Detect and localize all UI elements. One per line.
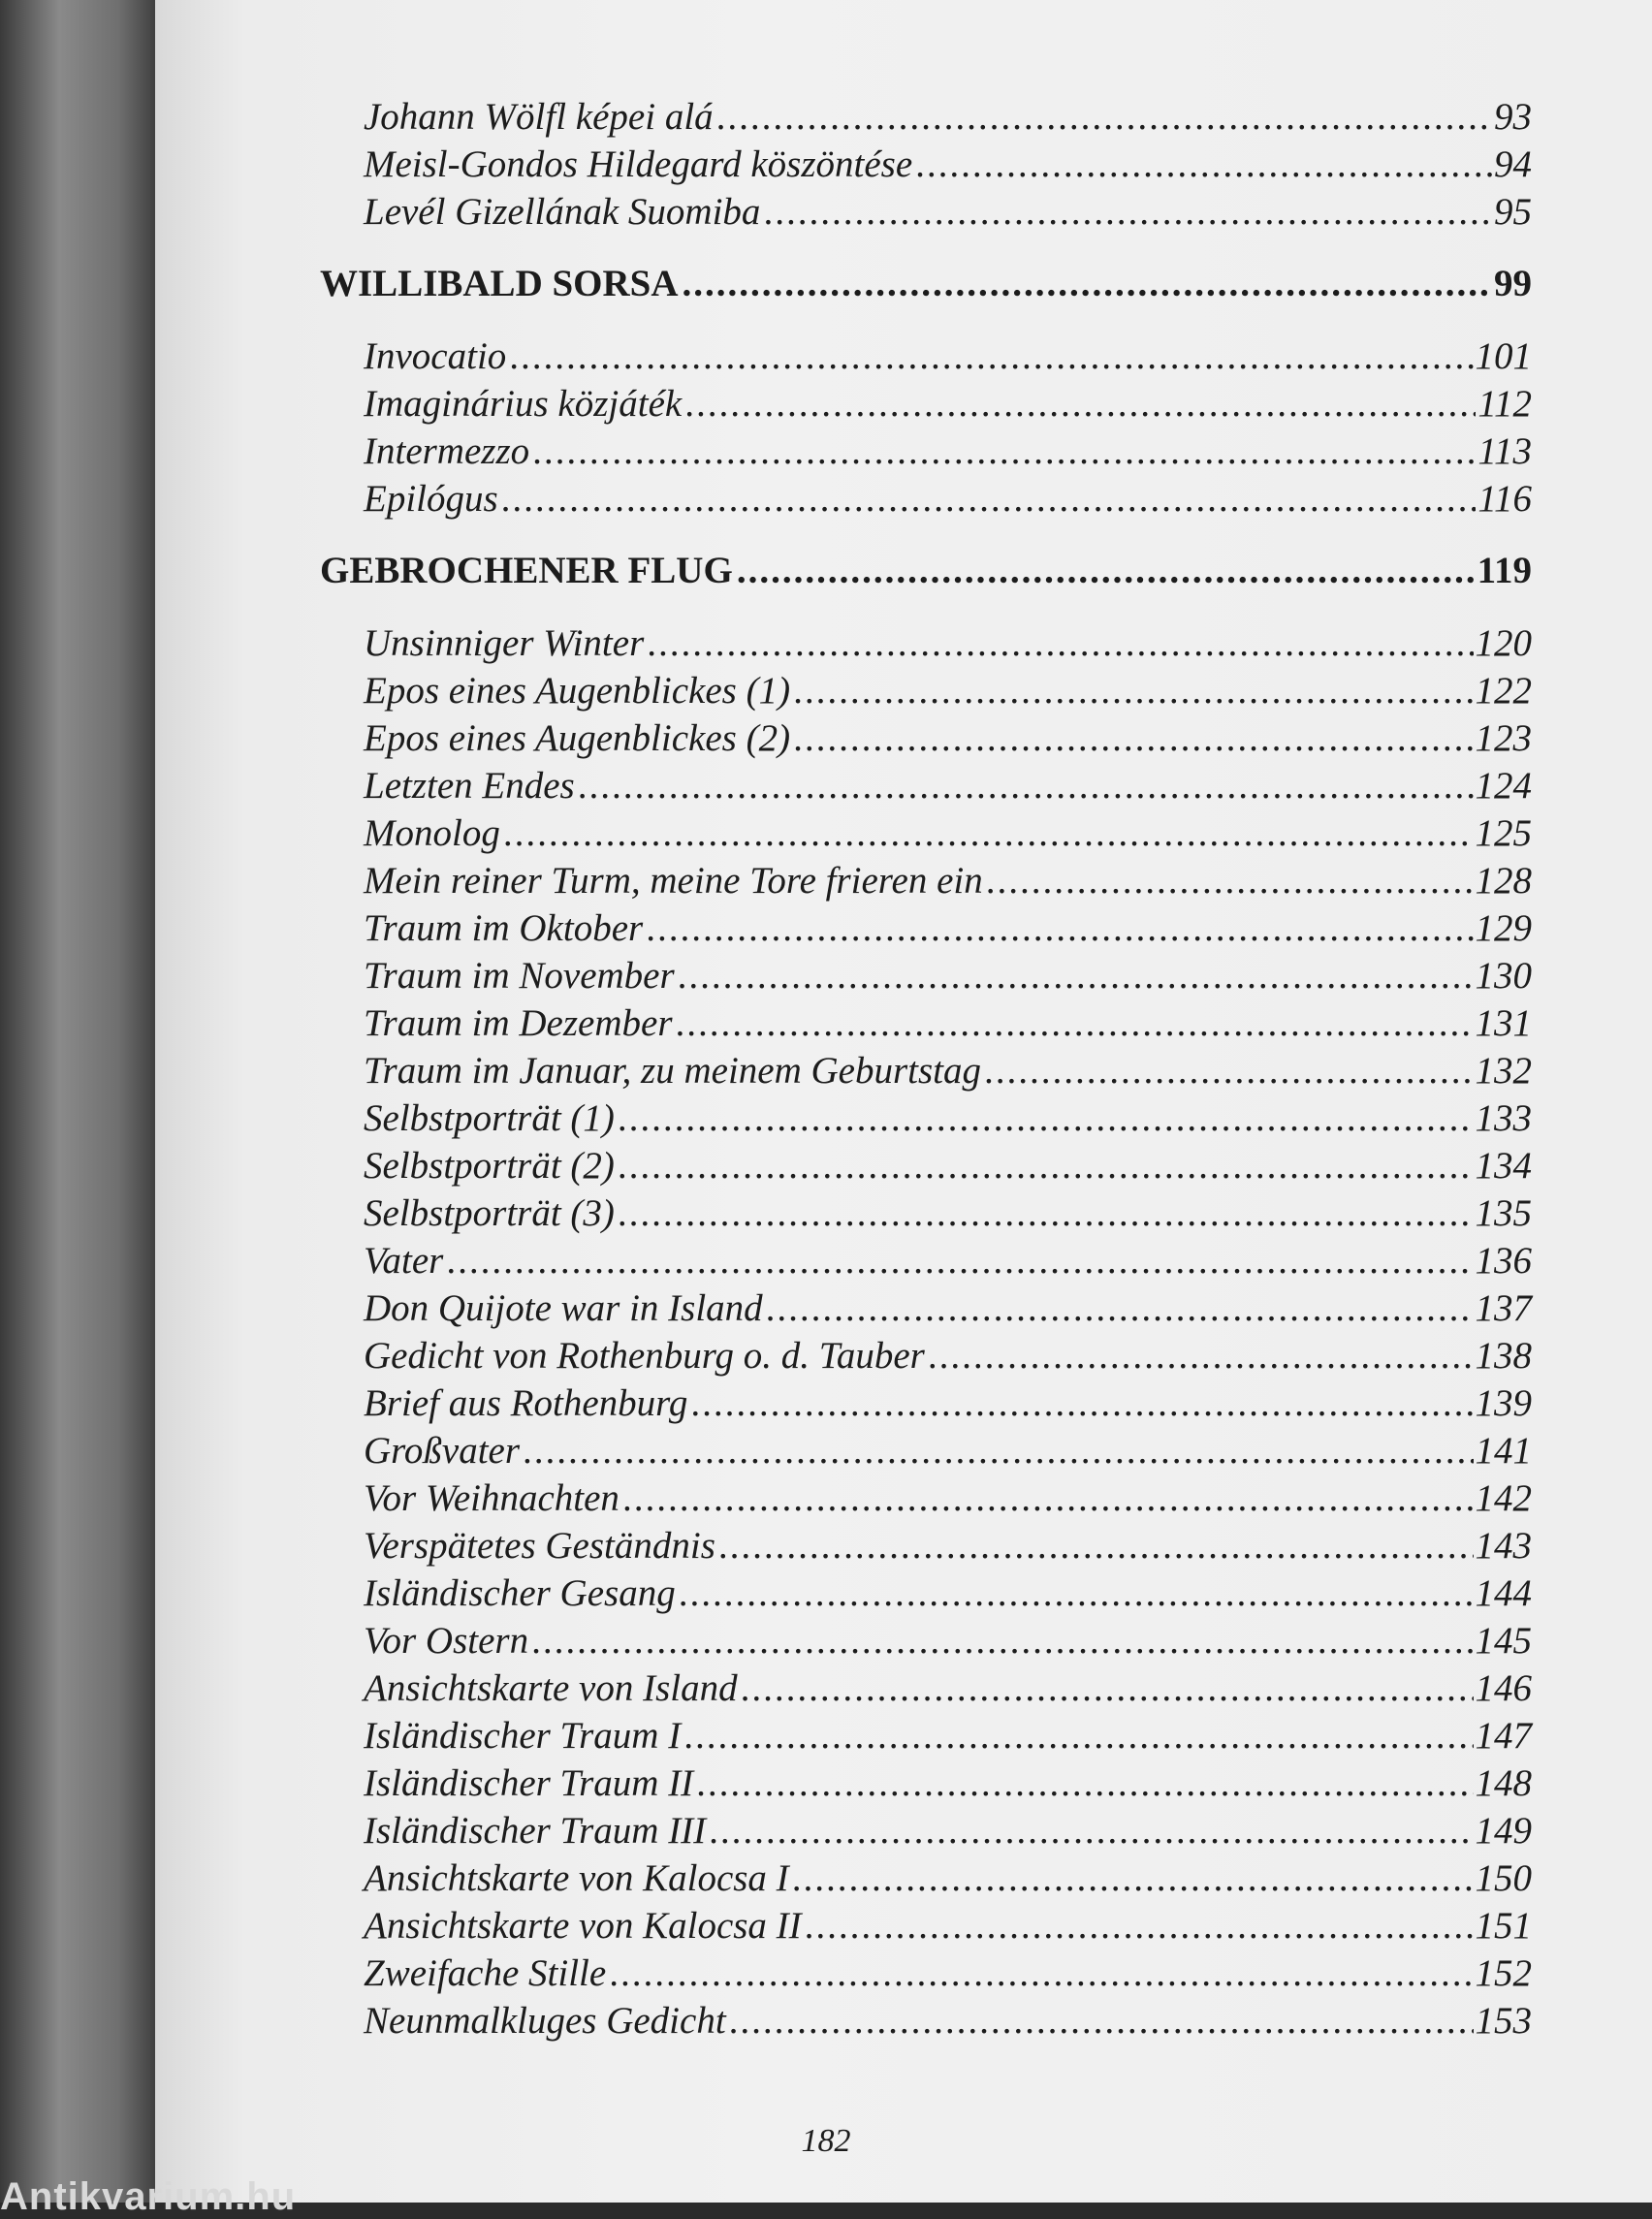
- toc-entry-row: [175, 477, 1532, 524]
- page-reference: 94: [1494, 143, 1532, 185]
- dot-leader: [697, 1761, 1473, 1805]
- dot-leader: [742, 1666, 1474, 1710]
- dot-leader: [806, 1904, 1474, 1948]
- toc-entry-row: [175, 1619, 1532, 1666]
- dot-leader: [916, 143, 1492, 186]
- dot-leader: [648, 621, 1473, 665]
- entry-title: Isländischer Traum I: [364, 1715, 682, 1757]
- toc-entry-row: [175, 1334, 1532, 1381]
- dot-leader: [691, 1381, 1473, 1425]
- toc-entry-row: [175, 906, 1532, 954]
- entry-title: Meisl-Gondos Hildegard köszöntése: [364, 143, 913, 185]
- page-reference: 99: [1494, 263, 1532, 304]
- dot-leader: [767, 1286, 1474, 1330]
- page-reference: 135: [1475, 1192, 1532, 1234]
- page-reference: 138: [1475, 1335, 1532, 1377]
- toc-entry-row: [175, 1144, 1532, 1191]
- entry-title: Levél Gizellának Suomiba: [364, 191, 761, 233]
- dot-leader: [677, 1001, 1474, 1045]
- page-reference: 112: [1477, 383, 1532, 425]
- page-reference: 153: [1475, 2000, 1532, 2042]
- page-reference: 113: [1477, 430, 1532, 472]
- entry-title: Ansichtskarte von Island: [364, 1667, 738, 1709]
- dot-leader: [684, 1714, 1473, 1758]
- toc-entry-row: [175, 95, 1532, 143]
- entry-title: Johann Wölfl képei alá: [364, 96, 714, 138]
- dot-leader: [987, 859, 1474, 903]
- dot-leader: [647, 906, 1473, 950]
- page-number: 182: [801, 2123, 851, 2159]
- toc-entry-row: [175, 1096, 1532, 1144]
- toc-entry-row: [175, 143, 1532, 190]
- entry-title: Großvater: [364, 1430, 521, 1472]
- table-of-contents: [175, 95, 1532, 2046]
- page-reference: 147: [1475, 1715, 1532, 1757]
- entry-title: Mein reiner Turm, meine Tore frieren ein: [364, 860, 983, 902]
- page-reference: 142: [1475, 1477, 1532, 1519]
- dot-leader: [737, 549, 1476, 592]
- entry-title: Traum im Januar, zu meinem Geburtstag: [364, 1050, 982, 1092]
- page-reference: 139: [1475, 1382, 1532, 1424]
- dot-leader: [619, 1144, 1474, 1188]
- toc-entry-row: [175, 1951, 1532, 1999]
- page-reference: 133: [1475, 1097, 1532, 1139]
- toc-entry-row: [175, 1191, 1532, 1239]
- toc-entry-row: [175, 334, 1532, 382]
- dot-leader: [685, 382, 1476, 426]
- toc-entry-row: [175, 1999, 1532, 2046]
- toc-entry-row: [175, 1714, 1532, 1761]
- entry-title: Selbstporträt (2): [364, 1145, 615, 1187]
- dot-leader: [579, 764, 1474, 808]
- page-reference: 93: [1494, 96, 1532, 138]
- dot-leader: [524, 1429, 1473, 1473]
- toc-entry-row: [175, 1571, 1532, 1619]
- entry-title: Traum im Oktober: [364, 907, 644, 949]
- toc-entry-row: [175, 190, 1532, 238]
- toc-entry-row: [175, 1761, 1532, 1809]
- page-reference: 125: [1475, 812, 1532, 854]
- dot-leader: [623, 1476, 1474, 1520]
- dot-leader: [683, 262, 1492, 305]
- toc-entry-row: [175, 1524, 1532, 1571]
- entry-title: Isländischer Gesang: [364, 1572, 676, 1614]
- entry-title: Neunmalkluges Gedicht: [364, 2000, 726, 2042]
- dot-leader: [610, 1951, 1473, 1995]
- toc-entry-row: [175, 1809, 1532, 1856]
- toc-entry-row: [175, 764, 1532, 811]
- dot-leader: [794, 669, 1473, 713]
- entry-title: Vor Ostern: [364, 1620, 529, 1662]
- entry-title: Selbstporträt (1): [364, 1097, 615, 1139]
- toc-entry-row: [175, 621, 1532, 669]
- page-reference: 152: [1475, 1952, 1532, 1994]
- toc-entry-row: [175, 382, 1532, 429]
- entry-title: Invocatio: [364, 335, 507, 377]
- entry-title: Intermezzo: [364, 430, 530, 472]
- toc-entry-row: [175, 1856, 1532, 1904]
- page-reference: 134: [1475, 1145, 1532, 1187]
- page-reference: 124: [1475, 765, 1532, 807]
- toc-entry-row: [175, 1049, 1532, 1096]
- dot-leader: [985, 1049, 1473, 1093]
- entry-title: Unsinniger Winter: [364, 622, 645, 664]
- dot-leader: [710, 1809, 1473, 1853]
- page-reference: 149: [1475, 1810, 1532, 1852]
- entry-title: Isländischer Traum II: [364, 1762, 694, 1804]
- page-reference: 101: [1475, 335, 1532, 377]
- page-reference: 141: [1475, 1430, 1532, 1472]
- toc-entry-row: [175, 1429, 1532, 1476]
- page-reference: 119: [1477, 550, 1532, 591]
- entry-title: Isländischer Traum III: [364, 1810, 707, 1852]
- page-reference: 150: [1475, 1857, 1532, 1899]
- dot-leader: [764, 190, 1492, 234]
- dot-leader: [502, 477, 1477, 521]
- toc-entry-row: [175, 1286, 1532, 1334]
- book-spine: [0, 0, 170, 2203]
- page-reference: 95: [1494, 191, 1532, 233]
- dot-leader: [510, 334, 1473, 378]
- page-reference: 145: [1475, 1620, 1532, 1662]
- toc-section-row: [175, 262, 1532, 310]
- entry-title: Don Quijote war in Island: [364, 1287, 763, 1329]
- page-reference: 128: [1475, 860, 1532, 902]
- page-reference: 120: [1475, 622, 1532, 664]
- toc-entry-row: [175, 716, 1532, 764]
- entry-title: Vor Weihnachten: [364, 1477, 620, 1519]
- dot-leader: [730, 1999, 1474, 2043]
- dot-leader: [679, 954, 1474, 998]
- page-reference: 116: [1477, 478, 1532, 520]
- dot-leader: [680, 1571, 1474, 1615]
- entry-title: Traum im Dezember: [364, 1002, 673, 1044]
- entry-title: Brief aus Rothenburg: [364, 1382, 688, 1424]
- entry-title: Letzten Endes: [364, 765, 575, 807]
- toc-entry-row: [175, 859, 1532, 906]
- entry-title: Epos eines Augenblickes (2): [364, 717, 791, 759]
- dot-leader: [532, 1619, 1473, 1663]
- entry-title: Epilógus: [364, 478, 498, 520]
- page-reference: 136: [1475, 1240, 1532, 1282]
- page-reference: 123: [1475, 717, 1532, 759]
- dot-leader: [793, 1856, 1474, 1900]
- toc-entry-row: [175, 1666, 1532, 1714]
- toc-section-row: [175, 549, 1532, 597]
- entry-title: Epos eines Augenblickes (1): [364, 670, 791, 712]
- page-reference: 143: [1475, 1525, 1532, 1567]
- dot-leader: [794, 716, 1473, 760]
- entry-title: Imaginárius közjáték: [364, 383, 683, 425]
- toc-entry-row: [175, 1001, 1532, 1049]
- page-reference: 122: [1475, 670, 1532, 712]
- dot-leader: [619, 1096, 1474, 1140]
- page-reference: 151: [1475, 1905, 1532, 1947]
- section-title: WILLIBALD SORSA: [320, 263, 679, 304]
- watermark: Antikvarium.hu: [0, 2175, 297, 2218]
- dot-leader: [719, 1524, 1474, 1568]
- entry-title: Vater: [364, 1240, 444, 1282]
- entry-title: Verspätetes Geständnis: [364, 1525, 715, 1567]
- toc-entry-row: [175, 1476, 1532, 1524]
- entry-title: Zweifache Stille: [364, 1952, 607, 1994]
- dot-leader: [619, 1191, 1474, 1235]
- toc-entry-row: [175, 811, 1532, 859]
- toc-entry-row: [175, 1239, 1532, 1286]
- dot-leader: [447, 1239, 1473, 1283]
- page-reference: 130: [1475, 955, 1532, 997]
- toc-entry-row: [175, 429, 1532, 477]
- entry-title: Gedicht von Rothenburg o. d. Tauber: [364, 1335, 925, 1377]
- page-reference: 144: [1475, 1572, 1532, 1614]
- dot-leader: [504, 811, 1474, 855]
- page-reference: 131: [1475, 1002, 1532, 1044]
- page-reference: 137: [1475, 1287, 1532, 1329]
- entry-title: Traum im November: [364, 955, 675, 997]
- page-reference: 132: [1475, 1050, 1532, 1092]
- entry-title: Selbstporträt (3): [364, 1192, 615, 1234]
- page-reference: 148: [1475, 1762, 1532, 1804]
- toc-entry-row: [175, 1381, 1532, 1429]
- page-reference: 146: [1475, 1667, 1532, 1709]
- dot-leader: [717, 95, 1492, 139]
- section-title: GEBROCHENER FLUG: [320, 550, 733, 591]
- entry-title: Ansichtskarte von Kalocsa II: [364, 1905, 802, 1947]
- toc-entry-row: [175, 1904, 1532, 1951]
- dot-leader: [533, 429, 1476, 473]
- toc-entry-row: [175, 954, 1532, 1001]
- entry-title: Ansichtskarte von Kalocsa I: [364, 1857, 789, 1899]
- entry-title: Monolog: [364, 812, 500, 854]
- dot-leader: [929, 1334, 1474, 1378]
- page-reference: 129: [1475, 907, 1532, 949]
- toc-entry-row: [175, 669, 1532, 716]
